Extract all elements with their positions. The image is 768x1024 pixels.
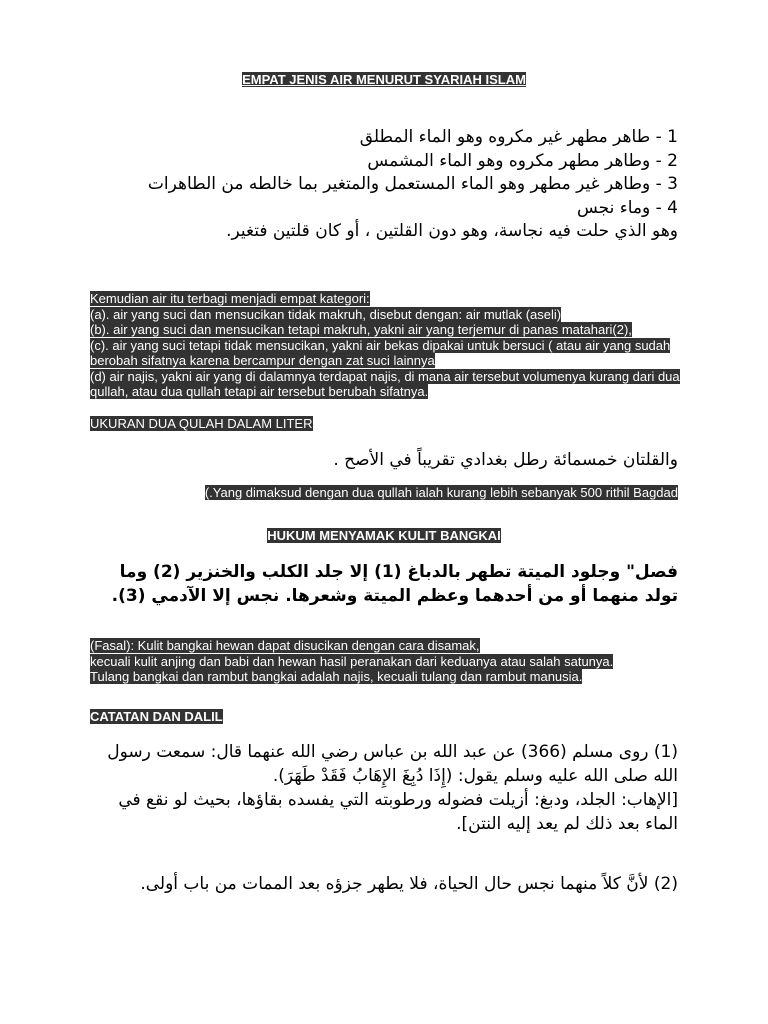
arabic-water-types — [90, 126, 678, 244]
category-intro: Kemudian air itu terbagi menjadi empat kategori: — [90, 291, 370, 306]
latin-fasal — [90, 638, 680, 685]
arabic-line-5: وهو الذي حلت فيه نجاسة، وهو دون القلتين ، أو كان قلتين فتغير. — [226, 221, 678, 241]
latin-categories — [90, 291, 680, 400]
arabic-dalil-1b-text: [الإهاب: الجلد، ودبغ: أزيلت فضوله ورطوبته التي يفسده بقاؤها، بحيث لو نقع في الماء بعد ذلك لم يعد إليه النتن]. — [118, 790, 678, 834]
arabic-qullah-text: والقلتان خمسمائة رطل بغدادي تقريباً في الأصح . — [333, 450, 678, 470]
category-a: (a). air yang suci dan mensucikan tidak makruh, disebut dengan: air mutlak (aseli) — [90, 306, 562, 322]
catatan-heading — [90, 709, 223, 725]
fasal-line-3: Tulang bangkai dan rambut bangkai adalah najis, kecuali tulang dan rambut manusia. — [90, 669, 583, 684]
arabic-fasl — [90, 560, 678, 608]
catatan-heading-text: CATATAN DAN DALIL — [90, 709, 223, 724]
arabic-dalil-2 — [90, 872, 678, 896]
arabic-line-1: 1 - طاهر مطهر غير مكروه وهو الماء المطلق — [359, 127, 678, 147]
ukuran-heading-text: UKURAN DUA QULAH DALAM LITER — [90, 416, 313, 431]
title-text: EMPAT JENIS AIR MENURUT SYARIAH ISLAM — [242, 72, 526, 87]
fasal-line-2: kecuali kulit anjing dan babi dan hewan hasil peranakan dari keduanya atau salah satunya. — [90, 653, 614, 669]
latin-qullah-note — [205, 485, 678, 501]
hukum-heading-text: HUKUM MENYAMAK KULIT BANGKAI — [267, 528, 501, 543]
arabic-line-3: 3 - وطاهر غير مطهر وهو الماء المستعمل والمتغير بما خالطه من الطاهرات — [147, 174, 678, 194]
arabic-qullah — [90, 448, 678, 472]
arabic-dalil-1 — [90, 740, 678, 836]
arabic-dalil-1-text: (1) روى مسلم (366) عن عبد الله بن عباس رضي الله عنهما قال: سمعت رسول الله صلى الله عليه وسلم يقول: (إِذَا دُبِغَ الإِهَابُ فَقَدْ طَهَرَ). — [107, 742, 678, 786]
document-title — [0, 72, 768, 88]
arabic-fasl-text: فصل" وجلود الميتة تطهر بالدباغ (1) إلا جلد الكلب والخنزير (2) وما تولد منهما أو من أحدهما وعظم الميتة وشعرها. نجس إلا الآدمي (3). — [111, 562, 678, 606]
arabic-line-4: 4 - وماء نجس — [576, 197, 678, 218]
category-c: (c). air yang suci tetapi tidak mensucikan, yakni air bekas dipakai untuk bersuci ( atau air yang sudah berobah sifatnya karena bercampur dengan zat suci lainnya — [90, 337, 671, 368]
category-d: (d) air najis, yakni air yang di dalamnya terdapat najis, di mana air tersebut volumenya kurang dari dua qullah, atau dua qullah tetapi air tersebut berubah sifatnya. — [90, 368, 680, 399]
latin-qullah-text: (.Yang dimaksud dengan dua qullah ialah kurang lebih sebanyak 500 rithil Bagdad — [204, 485, 678, 500]
arabic-line-2: 2 - وطاهر مطهر مكروه وهو الماء المشمس — [367, 150, 678, 171]
hukum-heading — [0, 528, 768, 544]
fasal-line-1: (Fasal): Kulit bangkai hewan dapat disucikan dengan cara disamak, — [90, 638, 480, 653]
arabic-dalil-2-text: (2) لأنَّ كلاً منهما نجس حال الحياة، فلا يطهر جزؤه بعد الممات من باب أولى. — [140, 874, 678, 894]
category-b: (b). air yang suci dan mensucikan tetapi makruh, yakni air yang terjemur di panas matahari(2), — [90, 322, 632, 337]
ukuran-heading — [90, 416, 313, 432]
